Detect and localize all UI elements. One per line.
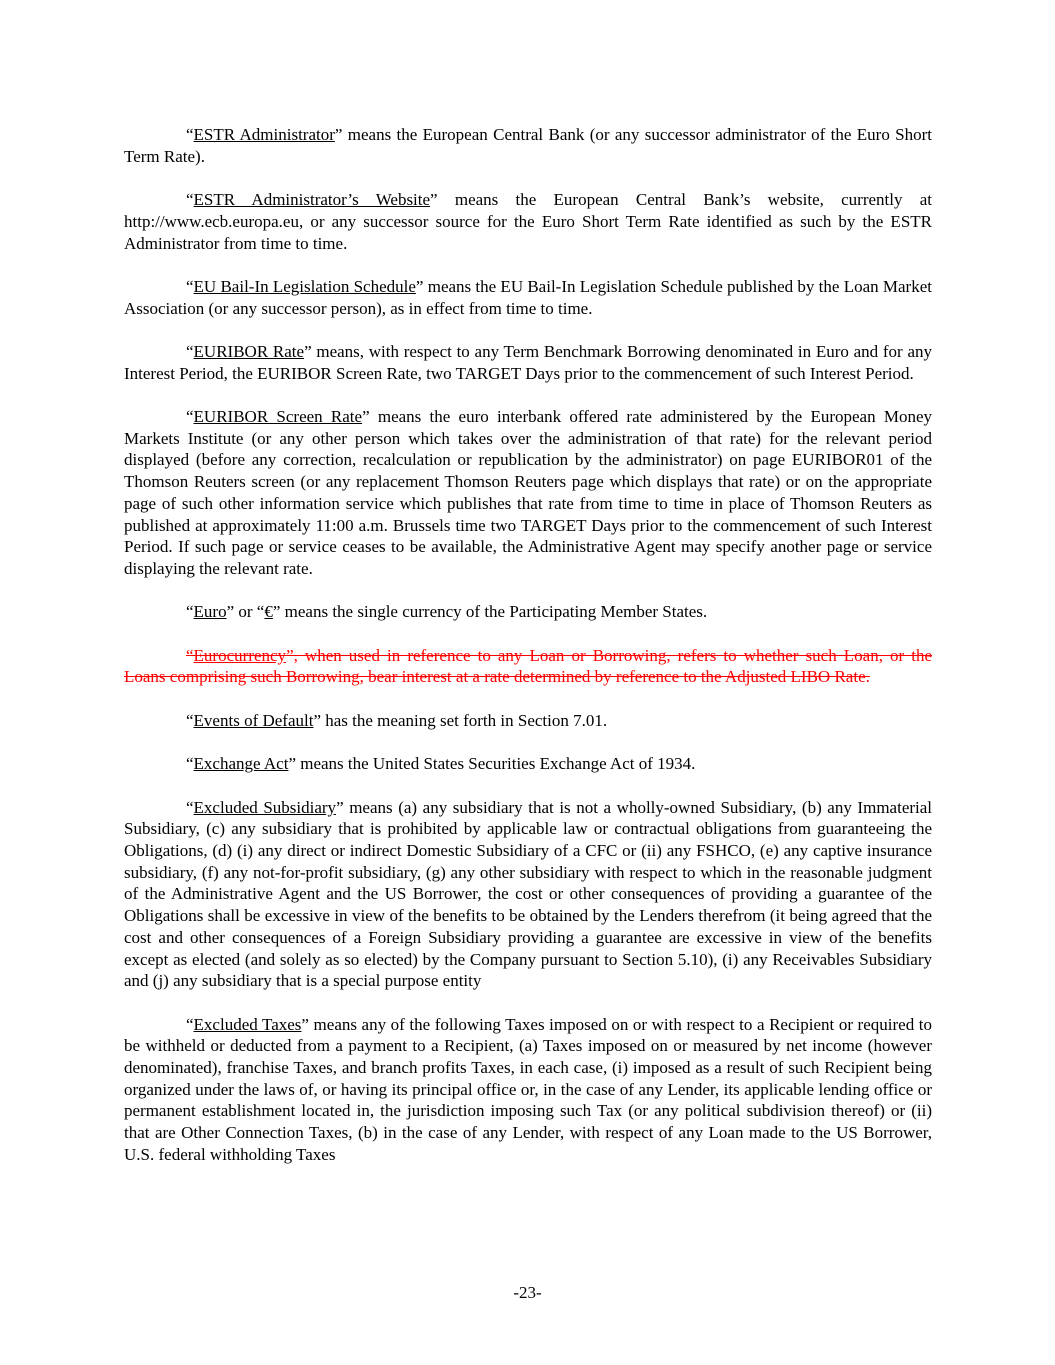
defined-term: Excluded Taxes	[193, 1014, 302, 1034]
document-body	[124, 124, 932, 1187]
defined-term: Euro	[193, 602, 227, 622]
definition-exchange-act: “Exchange Act” means the United States Securities Exchange Act of 1934.	[186, 754, 696, 774]
page-number: -23-	[513, 1283, 542, 1302]
definition-excluded-taxes: “Excluded Taxes” means any of the following Taxes imposed on or with respect to a Recipient or required to be withheld or deducted from a payment to a Recipient, (a) Taxes imposed on or measured by net income (however denominated), franchise Taxes, and branch profits Taxes, in each case, (i) imposed as a result of such Recipient being organized under the laws of, or having its principal office or, in the case of any Lender, its applicable lending office or permanent establishment located in, the jurisdiction imposing such Tax (or any political subdivision thereof) or (ii) that are Other Connection Taxes, (b) in the case of any Lender, with respect of any Loan made to the US Borrower, U.S. federal withholding Taxes	[124, 1014, 932, 1164]
definition-eu-bail-in-legislation-schedule: “EU Bail-In Legislation Schedule” means the EU Bail-In Legislation Schedule published by the Loan Market Association (or any successor person), as in effect from time to time.	[124, 276, 932, 318]
definition-text: ” has the meaning set forth in Section 7.01.	[313, 710, 608, 730]
definition-events-of-default: “Events of Default” has the meaning set forth in Section 7.01.	[186, 710, 608, 730]
definition-text: ”, when used in reference to any Loan or Borrowing, refers to whether such Loan, or the Loans comprising such Borrowing, bear interest at a rate determined by reference to the Adjusted LIBO Rate.	[124, 645, 932, 687]
defined-term: Exchange Act	[193, 754, 289, 774]
defined-term: ESTR Administrator	[193, 125, 335, 144]
deleted-definition-eurocurrency: “Eurocurrency”, when used in reference to any Loan or Borrowing, refers to whether such Loan, or the Loans comprising such Borrowing, bear interest at a rate determined by reference to the Adjusted LIBO Rate.	[124, 645, 932, 687]
defined-term: EU Bail-In Legislation Schedule	[193, 276, 416, 296]
definition-estr-administrators-website: “ESTR Administrator’s Website” means the European Central Bank’s website, currently at http://www.ecb.europa.eu, or any successor source for the Euro Short Term Rate identified as such by the ESTR Administrator from time to time.	[124, 190, 932, 253]
defined-term: Excluded Subsidiary	[193, 797, 337, 817]
definition-text: ” means any of the following Taxes imposed on or with respect to a Recipient or required to be withheld or deducted from a payment to a Recipient, (a) Taxes imposed on or measured by net income (however denominated), franchise Taxes, and branch profits Taxes, in each case, (i) imposed as a result of such Recipient being organized under the laws of, or having its principal office or, in the case of any Lender, its applicable lending office or permanent establishment located in, the jurisdiction imposing such Tax (or any political subdivision thereof) or (ii) that are Other Connection Taxes, (b) in the case of any Lender, with respect of any Loan made to the US Borrower, U.S. federal withholding Taxes	[124, 1014, 932, 1164]
definition-text: ” means the EU Bail-In Legislation Schedule published by the Loan Market Association (or any successor person), as in effect from time to time.	[124, 276, 932, 318]
defined-term-symbol: €	[264, 602, 273, 622]
definition-text: ” means, with respect to any Term Benchmark Borrowing denominated in Euro and for any Interest Period, the EURIBOR Screen Rate, two TARGET Days prior to the commencement of such Interest Period.	[124, 341, 932, 383]
definition-text: ” means the United States Securities Exchange Act of 1934.	[288, 754, 696, 774]
defined-term: Eurocurrency	[193, 645, 287, 665]
definition-estr-administrator: “ESTR Administrator” means the European Central Bank (or any successor administrator of the Euro Short Term Rate).	[124, 125, 933, 166]
definition-text: ” means the single currency of the Participating Member States.	[272, 602, 708, 622]
definition-text: ” means the euro interbank offered rate administered by the European Money Markets Institute (or any other person which takes over the administration of that rate) for the relevant period displayed (before any correction, recalculation or republication by the administrator) on page EURIBOR01 of the Thomson Reuters screen (or any replacement Thomson Reuters page which displays that rate) or on the appropriate page of such other information service which publishes that rate from time to time in place of Thomson Reuters as published at approximately 11:00 a.m. Brussels time two TARGET Days prior to the commencement of such Interest Period. If such page or service ceases to be available, the Administrative Agent may specify another page or service displaying the relevant rate.	[124, 407, 932, 578]
definition-text: ” means the European Central Bank (or any successor administrator of the Euro Short Term Rate).	[124, 125, 933, 166]
definition-euribor-screen-rate: “EURIBOR Screen Rate” means the euro interbank offered rate administered by the European Money Markets Institute (or any other person which takes over the administration of that rate) for the relevant period displayed (before any correction, recalculation or republication by the administrator) on page EURIBOR01 of the Thomson Reuters screen (or any replacement Thomson Reuters page which displays that rate) or on the appropriate page of such other information service which publishes that rate from time to time in place of Thomson Reuters as published at approximately 11:00 a.m. Brussels time two TARGET Days prior to the commencement of such Interest Period. If such page or service ceases to be available, the Administrative Agent may specify another page or service displaying the relevant rate.	[124, 407, 932, 578]
definition-text: ” means (a) any subsidiary that is not a wholly-owned Subsidiary, (b) any Immaterial Subsidiary, (c) any subsidiary that is prohibited by applicable law or contractual obligations from guaranteeing the Obligations, (d) (i) any direct or indirect Domestic Subsidiary of a CFC or (ii) any FSHCO, (e) any captive insurance subsidiary, (f) any not-for-profit subsidiary, (g) any other subsidiary with respect to which in the reasonable judgment of the Administrative Agent and the US Borrower, the cost or other consequences of providing a guarantee of the Obligations shall be excessive in view of the benefits to be obtained by the Lenders therefrom (it being agreed that the cost and other consequences of a Foreign Subsidiary providing a guarantee are excessive in view of the benefits except as elected (and solely as so elected) by the Company pursuant to Section 5.10), (i) any Receivables Subsidiary and (j) any subsidiary that is a special purpose entity	[124, 797, 933, 991]
defined-term: ESTR Administrator’s Website	[193, 190, 431, 210]
definition-euro: “Euro” or “€” means the single currency of the Participating Member States.	[186, 602, 708, 622]
defined-term: EURIBOR Rate	[193, 341, 305, 361]
defined-term: EURIBOR Screen Rate	[193, 407, 363, 427]
definition-euribor-rate: “EURIBOR Rate” means, with respect to any Term Benchmark Borrowing denominated in Euro and for any Interest Period, the EURIBOR Screen Rate, two TARGET Days prior to the commencement of such Interest Period.	[124, 341, 932, 383]
definition-excluded-subsidiary: “Excluded Subsidiary” means (a) any subsidiary that is not a wholly-owned Subsidiary, (b) any Immaterial Subsidiary, (c) any subsidiary that is prohibited by applicable law or contractual obligations from guaranteeing the Obligations, (d) (i) any direct or indirect Domestic Subsidiary of a CFC or (ii) any FSHCO, (e) any captive insurance subsidiary, (f) any not-for-profit subsidiary, (g) any other subsidiary with respect to which in the reasonable judgment of the Administrative Agent and the US Borrower, the cost or other consequences of providing a guarantee of the Obligations shall be excessive in view of the benefits to be obtained by the Lenders therefrom (it being agreed that the cost and other consequences of a Foreign Subsidiary providing a guarantee are excessive in view of the benefits except as elected (and solely as so elected) by the Company pursuant to Section 5.10), (i) any Receivables Subsidiary and (j) any subsidiary that is a special purpose entity	[124, 797, 933, 991]
defined-term: Events of Default	[193, 710, 314, 730]
definition-text: ” means the European Central Bank’s website, currently at http://www.ecb.europa.eu, or any successor source for the Euro Short Term Rate identified as such by the ESTR Administrator from time to time.	[124, 190, 932, 253]
